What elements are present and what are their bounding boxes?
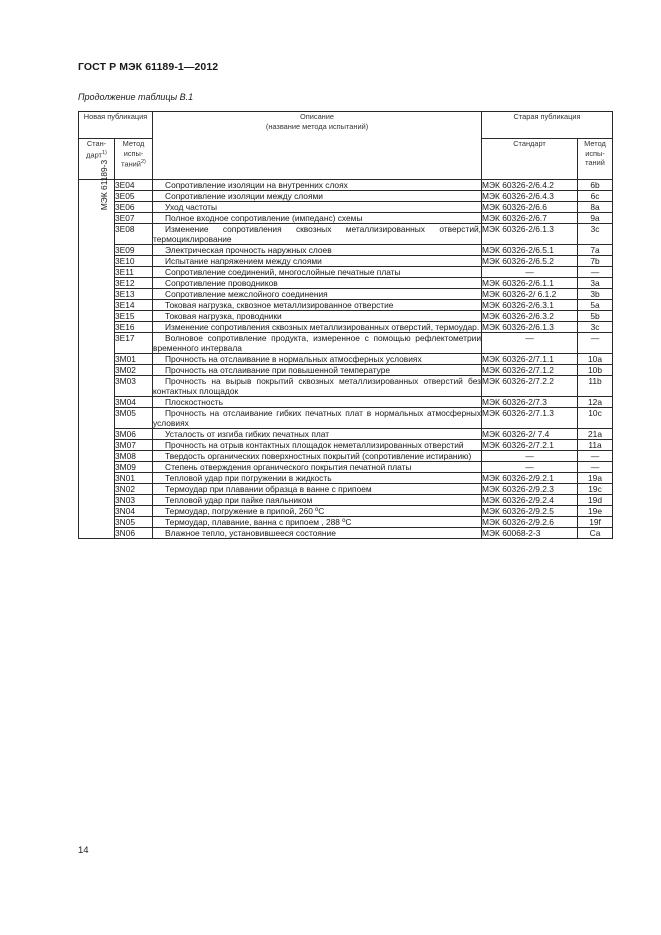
table-row [79, 278, 613, 289]
row-old-method: — [578, 267, 613, 278]
row-code: 3E14 [115, 300, 153, 311]
row-code: 3M05 [115, 408, 153, 429]
row-description: Полное входное сопротивление (импеданс) схемы [153, 213, 482, 224]
row-old-method: 10b [578, 365, 613, 376]
group-label: МЭК 61189-3 [99, 159, 110, 211]
row-old-standard: МЭК 60326-2/7.1.3 [482, 408, 578, 429]
header-method-new-line2: испы- [123, 148, 144, 158]
header-method-old-line3: таний [585, 158, 605, 167]
table-row [79, 180, 613, 191]
row-old-method: 11b [578, 376, 613, 397]
table-row [79, 451, 613, 462]
row-code: 3M04 [115, 397, 153, 408]
row-description: Уход частоты [153, 202, 482, 213]
row-description: Плоскостность [153, 397, 482, 408]
row-description: Сопротивление изоляции между слоями [153, 191, 482, 202]
row-old-standard: МЭК 60326-2/6.1.3 [482, 322, 578, 333]
row-old-standard: МЭК 60326-2/6.4.3 [482, 191, 578, 202]
table-row [79, 354, 613, 365]
row-code: 3M02 [115, 365, 153, 376]
row-old-standard: МЭК 60326-2/9.2.1 [482, 473, 578, 484]
table-row [79, 473, 613, 484]
row-code: 3E15 [115, 311, 153, 322]
row-old-method: 3b [578, 289, 613, 300]
row-description: Изменение сопротивления сквозных металлизированных отверстий, термоудар. [153, 322, 482, 333]
table-row [79, 506, 613, 517]
table-row [79, 202, 613, 213]
row-old-standard: МЭК 60326-2/9.2.3 [482, 484, 578, 495]
table-row [79, 322, 613, 333]
row-old-standard: МЭК 60326-2/9.2.4 [482, 495, 578, 506]
header-standard-new-line2: дарт [86, 149, 102, 159]
table-row [79, 408, 613, 429]
row-old-standard: — [482, 451, 578, 462]
row-old-method: Ca [578, 528, 613, 539]
row-description: Волновое сопротивление продукта, измеренное с помощью рефлектометрии временного интервала [153, 333, 482, 353]
table-row [79, 376, 613, 397]
row-code: 3E07 [115, 213, 153, 224]
row-description: Твердость органических поверхностных покрытий (сопротивление истиранию) [153, 451, 482, 462]
table-row [79, 213, 613, 224]
row-old-method: 10a [578, 354, 613, 365]
row-description: Испытание напряжением между слоями [153, 256, 482, 267]
row-old-method: 5b [578, 311, 613, 322]
header-description-sub: (название метода испытаний) [265, 121, 369, 131]
row-code: 3N06 [115, 528, 153, 539]
row-old-standard: МЭК 60326-2/6.1.1 [482, 278, 578, 289]
row-old-method: — [578, 462, 613, 473]
row-old-method: 6c [578, 191, 613, 202]
document-title: ГОСТ Р МЭК 61189-1—2012 [78, 61, 219, 73]
row-old-method: 8a [578, 202, 613, 213]
row-old-method: 3c [578, 224, 613, 245]
row-old-method: 3a [578, 278, 613, 289]
row-description: Прочность на отрыв контактных площадок неметаллизированных отверстий [153, 440, 482, 451]
table-row [79, 224, 613, 245]
header-method-old [578, 139, 613, 180]
table-row [79, 191, 613, 202]
row-old-method: 19a [578, 473, 613, 484]
page-number: 14 [78, 845, 89, 856]
row-old-standard: МЭК 60326-2/7.2.1 [482, 440, 578, 451]
row-description: Электрическая прочность наружных слоев [153, 245, 482, 256]
table-row [79, 397, 613, 408]
row-code: 3N01 [115, 473, 153, 484]
header-method-old-line1: Метод [584, 139, 606, 148]
row-old-standard: МЭК 60326-2/7.2.2 [482, 376, 578, 397]
table-row [79, 440, 613, 451]
row-description: Термоудар при плавании образца в ванне с припоем [153, 484, 482, 495]
row-description: Усталость от изгиба гибких печатных плат [153, 429, 482, 440]
header-old-publication [482, 112, 613, 139]
row-old-standard: МЭК 60326-2/7.1.2 [482, 365, 578, 376]
row-code: 3N03 [115, 495, 153, 506]
row-description: Тепловой удар при пайке паяльником [153, 495, 482, 506]
header-new-publication [79, 112, 153, 139]
row-code: 3E13 [115, 289, 153, 300]
row-code: 3E10 [115, 256, 153, 267]
row-code: 3M07 [115, 440, 153, 451]
header-method-old-line2: испы- [585, 148, 605, 158]
header-standard-new-line1: Стан- [86, 139, 107, 148]
row-old-standard: МЭК 60068-2-3 [482, 528, 578, 539]
table-caption: Продолжение таблицы В.1 [78, 92, 194, 102]
row-code: 3M03 [115, 376, 153, 397]
row-code: 3E08 [115, 224, 153, 245]
row-old-method: 5a [578, 300, 613, 311]
row-old-standard: МЭК 60326-2/7.1.1 [482, 354, 578, 365]
table-row [79, 495, 613, 506]
table-row [79, 484, 613, 495]
header-description [153, 112, 482, 180]
table-row [79, 300, 613, 311]
header-method-new-line3: таний [121, 159, 141, 169]
row-old-method: — [578, 451, 613, 462]
header-description-label: Описание [300, 112, 335, 121]
row-old-method: — [578, 333, 613, 354]
row-code: 3M01 [115, 354, 153, 365]
row-old-standard: МЭК 60326-2/6.4.2 [482, 180, 578, 191]
row-description: Влажное тепло, установившееся состояние [153, 528, 482, 539]
table-row [79, 289, 613, 300]
row-old-method: 19c [578, 484, 613, 495]
table-row [79, 245, 613, 256]
row-description: Термоудар, погружение в припой, 260 ºC [153, 506, 482, 517]
row-old-standard: МЭК 60326-2/9.2.6 [482, 517, 578, 528]
row-description: Токовая нагрузка, проводники [153, 311, 482, 322]
row-description: Сопротивление межслойного соединения [153, 289, 482, 300]
table-row [79, 528, 613, 539]
table-row [79, 462, 613, 473]
row-old-standard: — [482, 462, 578, 473]
row-code: 3M09 [115, 462, 153, 473]
row-description: Прочность на отслаивание в нормальных атмосферных условиях [153, 354, 482, 365]
table-row [79, 365, 613, 376]
row-description: Сопротивление проводников [153, 278, 482, 289]
row-description: Токовая нагрузка, сквозное металлизированное отверстие [153, 300, 482, 311]
row-description: Сопротивление изоляции на внутренних слоях [153, 180, 482, 191]
row-old-standard: — [482, 267, 578, 278]
row-old-method: 6b [578, 180, 613, 191]
header-standard-old-label: Стандарт [513, 139, 546, 148]
row-old-method: 10c [578, 408, 613, 429]
footnote-2-marker: 2) [140, 159, 146, 165]
row-old-method: 19d [578, 495, 613, 506]
row-old-standard: МЭК 60326-2/ 6.1.2 [482, 289, 578, 300]
row-old-standard: МЭК 60326-2/6.7 [482, 213, 578, 224]
row-code: 3E05 [115, 191, 153, 202]
group-cell [79, 159, 115, 539]
row-old-standard: МЭК 60326-2/7.3 [482, 397, 578, 408]
row-old-method: 3c [578, 322, 613, 333]
row-description: Прочность на вырыв покрытий сквозных металлизированных отверстий без контактных площадок [153, 376, 482, 396]
row-description: Степень отверждения органического покрытия печатной платы [153, 462, 482, 473]
row-old-standard: МЭК 60326-2/ 7.4 [482, 429, 578, 440]
row-description: Прочность на отслаивание гибких печатных плат в нормальных атмосферных условиях [153, 408, 482, 428]
row-code: 3E04 [115, 180, 153, 191]
row-code: 3N04 [115, 506, 153, 517]
row-old-standard: МЭК 60326-2/6.6 [482, 202, 578, 213]
header-method-new-line1: Метод [122, 139, 145, 148]
row-old-standard: МЭК 60326-2/6.5.2 [482, 256, 578, 267]
table-row [79, 429, 613, 440]
row-old-method: 19f [578, 517, 613, 528]
row-old-standard: МЭК 60326-2/6.3.1 [482, 300, 578, 311]
row-old-method: 7a [578, 245, 613, 256]
table-row [79, 311, 613, 322]
row-description: Изменение сопротивления сквозных металлизированных отверстий, термоциклирование [153, 224, 482, 244]
standards-table [78, 111, 613, 539]
row-old-standard: МЭК 60326-2/9.2.5 [482, 506, 578, 517]
row-code: 3E12 [115, 278, 153, 289]
row-old-standard: МЭК 60326-2/6.1.3 [482, 224, 578, 245]
row-description: Сопротивление соединений, многослойные печатные платы [153, 267, 482, 278]
row-description: Прочность на отслаивание при повышенной температуре [153, 365, 482, 376]
header-new-publication-label: Новая публикация [83, 112, 148, 121]
row-description: Тепловой удар при погружении в жидкость [153, 473, 482, 484]
row-code: 3M06 [115, 429, 153, 440]
row-old-method: 9a [578, 213, 613, 224]
table-row [79, 517, 613, 528]
table-row [79, 333, 613, 354]
row-code: 3N05 [115, 517, 153, 528]
row-code: 3N02 [115, 484, 153, 495]
table-row [79, 267, 613, 278]
row-old-standard: МЭК 60326-2/6.5.1 [482, 245, 578, 256]
row-description: Термоудар, плавание, ванна с припоем , 288 ºC [153, 517, 482, 528]
footnote-1-marker: 1) [101, 149, 107, 156]
header-old-publication-label: Старая публикация [513, 112, 581, 121]
table-row [79, 256, 613, 267]
row-old-standard: МЭК 60326-2/6.3.2 [482, 311, 578, 322]
row-code: 3E06 [115, 202, 153, 213]
row-old-method: 11a [578, 440, 613, 451]
row-code: 3E16 [115, 322, 153, 333]
row-old-standard: — [482, 333, 578, 354]
header-method-new [115, 139, 153, 180]
row-old-method: 12a [578, 397, 613, 408]
header-standard-old [482, 139, 578, 180]
row-old-method: 19e [578, 506, 613, 517]
row-code: 3E09 [115, 245, 153, 256]
row-code: 3M08 [115, 451, 153, 462]
row-code: 3E11 [115, 267, 153, 278]
row-old-method: 21a [578, 429, 613, 440]
row-code: 3E17 [115, 333, 153, 354]
row-old-method: 7b [578, 256, 613, 267]
